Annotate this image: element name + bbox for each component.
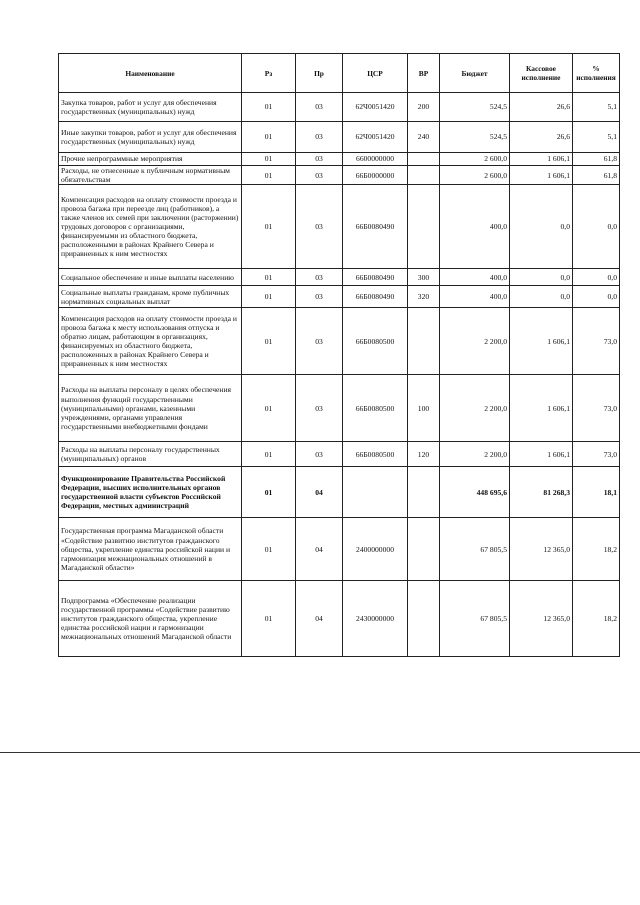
row-vr: 240 (408, 122, 440, 153)
row-budget: 2 600,0 (440, 166, 510, 185)
table-row (59, 581, 620, 657)
row-cash: 26,6 (510, 122, 573, 153)
row-cash: 0,0 (510, 185, 573, 269)
row-vr: 200 (408, 93, 440, 122)
row-name: Государственная программа Магаданской области «Содействие развитию институтов гражданского общества, укрепление единства российской нации и гармонизация межнациональных отношений в Магаданской области» (59, 518, 242, 581)
row-rz: 01 (242, 93, 296, 122)
row-rz: 01 (242, 467, 296, 518)
table-row (59, 185, 620, 269)
row-name: Иные закупки товаров, работ и услуг для обеспечения государственных (муниципальных) нужд (59, 122, 242, 153)
header-name: Наименование (59, 54, 242, 93)
header-row (59, 54, 620, 93)
row-budget: 2 200,0 (440, 375, 510, 442)
row-cash: 1 606,1 (510, 375, 573, 442)
row-csr (343, 467, 408, 518)
table-body (59, 93, 620, 657)
row-pct: 61,8 (573, 153, 620, 166)
row-budget: 2 200,0 (440, 308, 510, 375)
row-vr (408, 185, 440, 269)
row-pr: 03 (296, 308, 343, 375)
row-budget: 2 600,0 (440, 153, 510, 166)
row-pct: 5,1 (573, 122, 620, 153)
header-csr: ЦСР (343, 54, 408, 93)
table-row (59, 166, 620, 185)
row-csr: 66Б0080490 (343, 269, 408, 286)
row-budget: 67 805,5 (440, 581, 510, 657)
row-rz: 01 (242, 308, 296, 375)
row-name: Компенсация расходов на оплату стоимости проезда и провоза багажа к месту использования отпуска и обратно лицам, работающим в организациях, финансируемых из областного бюджета, расположенных в районах Крайнего Севера и приравненных к ним местностях (59, 308, 242, 375)
row-cash: 26,6 (510, 93, 573, 122)
row-vr: 100 (408, 375, 440, 442)
row-pr: 04 (296, 518, 343, 581)
row-cash: 12 365,0 (510, 581, 573, 657)
row-vr (408, 153, 440, 166)
row-cash: 1 606,1 (510, 308, 573, 375)
row-vr (408, 518, 440, 581)
row-pr: 03 (296, 93, 343, 122)
row-csr: 66Б0080500 (343, 375, 408, 442)
table-row (59, 442, 620, 467)
row-pr: 03 (296, 375, 343, 442)
row-csr: 66Б0080500 (343, 308, 408, 375)
row-rz: 01 (242, 375, 296, 442)
row-pct: 73,0 (573, 375, 620, 442)
row-budget: 400,0 (440, 269, 510, 286)
row-csr: 62Ч0051420 (343, 93, 408, 122)
row-pct: 18,2 (573, 581, 620, 657)
header-vr: ВР (408, 54, 440, 93)
row-vr (408, 308, 440, 375)
row-budget: 67 805,5 (440, 518, 510, 581)
header-pct: % исполнения (573, 54, 620, 93)
table-row (59, 269, 620, 286)
row-cash: 1 606,1 (510, 442, 573, 467)
header-cash: Кассовое исполнение (510, 54, 573, 93)
row-pr: 04 (296, 467, 343, 518)
row-rz: 01 (242, 581, 296, 657)
row-vr (408, 166, 440, 185)
row-name: Расходы на выплаты персоналу государственных (муниципальных) органов (59, 442, 242, 467)
row-name: Закупка товаров, работ и услуг для обеспечения государственных (муниципальных) нужд (59, 93, 242, 122)
row-name: Компенсация расходов на оплату стоимости проезда и провоза багажа при переезде лиц (работников), а также членов их семей при заключении (расторжении) трудовых договоров с организациями, финансируемыми из областного бюджета, расположенными в районах Крайнего Севера и приравненных к ним местностях (59, 185, 242, 269)
header-rz: Рз (242, 54, 296, 93)
row-pr: 03 (296, 442, 343, 467)
row-name: Прочие непрограммные мероприятия (59, 153, 242, 166)
row-rz: 01 (242, 442, 296, 467)
row-pct: 5,1 (573, 93, 620, 122)
row-pct: 0,0 (573, 286, 620, 308)
row-pr: 03 (296, 286, 343, 308)
page-divider (0, 752, 640, 753)
row-name: Расходы на выплаты персоналу в целях обеспечения выполнения функций государственными (муниципальными) органами, казенными учреждениями, органами управления государственными внебюджетными фондами (59, 375, 242, 442)
row-vr: 120 (408, 442, 440, 467)
row-rz: 01 (242, 153, 296, 166)
row-pct: 73,0 (573, 442, 620, 467)
row-vr: 320 (408, 286, 440, 308)
row-budget: 2 200,0 (440, 442, 510, 467)
row-budget: 524,5 (440, 122, 510, 153)
row-budget: 400,0 (440, 185, 510, 269)
row-vr: 300 (408, 269, 440, 286)
row-cash: 0,0 (510, 269, 573, 286)
row-rz: 01 (242, 185, 296, 269)
row-cash: 81 268,3 (510, 467, 573, 518)
row-name: Подпрограмма «Обеспечение реализации государственной программы «Содействие развитию институтов гражданского общества, укрепление единства российской нации и гармонизации межнациональных отношений Магаданской области (59, 581, 242, 657)
table-row (59, 122, 620, 153)
row-rz: 01 (242, 518, 296, 581)
row-pct: 0,0 (573, 269, 620, 286)
row-pr: 03 (296, 185, 343, 269)
header-pr: Пр (296, 54, 343, 93)
row-pct: 18,2 (573, 518, 620, 581)
row-pr: 04 (296, 581, 343, 657)
table-row (59, 467, 620, 518)
table-row (59, 375, 620, 442)
row-pct: 73,0 (573, 308, 620, 375)
row-cash: 0,0 (510, 286, 573, 308)
row-pr: 03 (296, 269, 343, 286)
row-vr (408, 581, 440, 657)
table-row (59, 518, 620, 581)
header-budget: Бюджет (440, 54, 510, 93)
row-name: Социальное обеспечение и иные выплаты населению (59, 269, 242, 286)
row-cash: 1 606,1 (510, 166, 573, 185)
row-cash: 1 606,1 (510, 153, 573, 166)
table-row (59, 308, 620, 375)
budget-sheet (58, 53, 619, 657)
row-name: Функционирование Правительства Российской Федерации, высших исполнительных органов государственной власти субъектов Российской Федерации, местных администраций (59, 467, 242, 518)
row-name: Расходы, не отнесенные к публичным нормативным обязательствам (59, 166, 242, 185)
row-csr: 2400000000 (343, 518, 408, 581)
table-row (59, 286, 620, 308)
row-rz: 01 (242, 122, 296, 153)
row-csr: 66Б0080500 (343, 442, 408, 467)
row-pr: 03 (296, 153, 343, 166)
row-pr: 03 (296, 166, 343, 185)
row-vr (408, 467, 440, 518)
row-rz: 01 (242, 269, 296, 286)
row-cash: 12 365,0 (510, 518, 573, 581)
row-csr: 62Ч0051420 (343, 122, 408, 153)
row-budget: 524,5 (440, 93, 510, 122)
table-row (59, 93, 620, 122)
row-pct: 61,8 (573, 166, 620, 185)
row-name: Социальные выплаты гражданам, кроме публичных нормативных социальных выплат (59, 286, 242, 308)
budget-table (58, 53, 620, 657)
row-pct: 18,1 (573, 467, 620, 518)
row-rz: 01 (242, 286, 296, 308)
row-csr: 66Б0080490 (343, 185, 408, 269)
row-budget: 400,0 (440, 286, 510, 308)
row-csr: 6600000000 (343, 153, 408, 166)
row-pct: 0,0 (573, 185, 620, 269)
row-pr: 03 (296, 122, 343, 153)
table-row (59, 153, 620, 166)
row-csr: 66Б0080490 (343, 286, 408, 308)
row-csr: 2430000000 (343, 581, 408, 657)
row-budget: 448 695,6 (440, 467, 510, 518)
row-csr: 66Б0000000 (343, 166, 408, 185)
row-rz: 01 (242, 166, 296, 185)
